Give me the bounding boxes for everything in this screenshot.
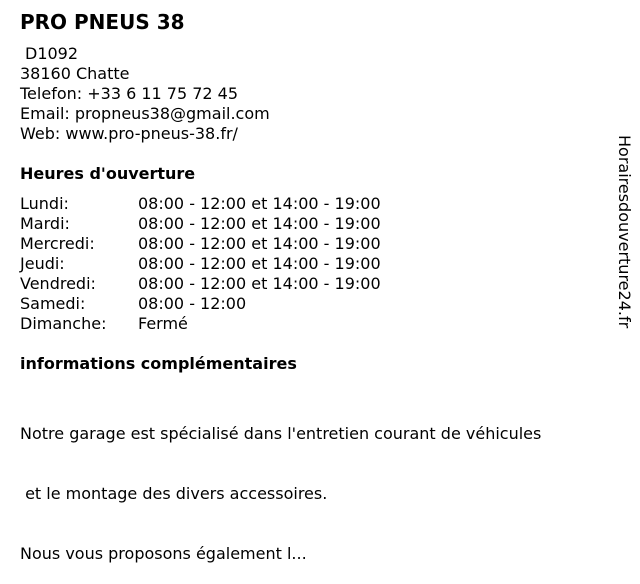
web-line: Web: www.pro-pneus-38.fr/: [20, 124, 238, 143]
hours-time: 08:00 - 12:00 et 14:00 - 19:00: [138, 194, 381, 213]
hours-time: 08:00 - 12:00 et 14:00 - 19:00: [138, 274, 381, 293]
address-city: 38160 Chatte: [20, 64, 130, 83]
hours-day: Dimanche:: [20, 314, 107, 333]
site-watermark: Horairesdouverture24.fr: [615, 135, 634, 329]
hours-day: Jeudi:: [20, 254, 65, 273]
hours-day: Mercredi:: [20, 234, 95, 253]
info-heading: informations complémentaires: [20, 354, 297, 373]
hours-row-tuesday: [20, 214, 381, 234]
hours-time: 08:00 - 12:00 et 14:00 - 19:00: [138, 254, 381, 273]
hours-day: Samedi:: [20, 294, 86, 313]
hours-heading: Heures d'ouverture: [20, 164, 196, 183]
phone-line: Telefon: +33 6 11 75 72 45: [20, 84, 239, 103]
hours-row-saturday: [20, 294, 381, 314]
email-line: Email: propneus38@gmail.com: [20, 104, 270, 123]
hours-row-thursday: [20, 254, 381, 274]
contact-block: [20, 44, 270, 144]
hours-time: Fermé: [138, 314, 188, 333]
hours-day: Lundi:: [20, 194, 69, 213]
hours-row-wednesday: [20, 234, 381, 254]
hours-time: 08:00 - 12:00 et 14:00 - 19:00: [138, 234, 381, 253]
hours-day: Mardi:: [20, 214, 70, 233]
hours-time: 08:00 - 12:00: [138, 294, 247, 313]
hours-time: 08:00 - 12:00 et 14:00 - 19:00: [138, 214, 381, 233]
hours-table: [20, 194, 381, 334]
hours-row-friday: [20, 274, 381, 294]
business-name: PRO PNEUS 38: [20, 10, 185, 34]
description-line: Nous vous proposons également l...: [20, 544, 307, 563]
description-text: [20, 384, 541, 584]
hours-day: Vendredi:: [20, 274, 96, 293]
description-line: et le montage des divers accessoires.: [20, 484, 328, 503]
address-street: D1092: [25, 44, 79, 63]
hours-row-sunday: [20, 314, 381, 334]
description-line: Notre garage est spécialisé dans l'entretien courant de véhicules: [20, 424, 542, 443]
hours-row-monday: [20, 194, 381, 214]
